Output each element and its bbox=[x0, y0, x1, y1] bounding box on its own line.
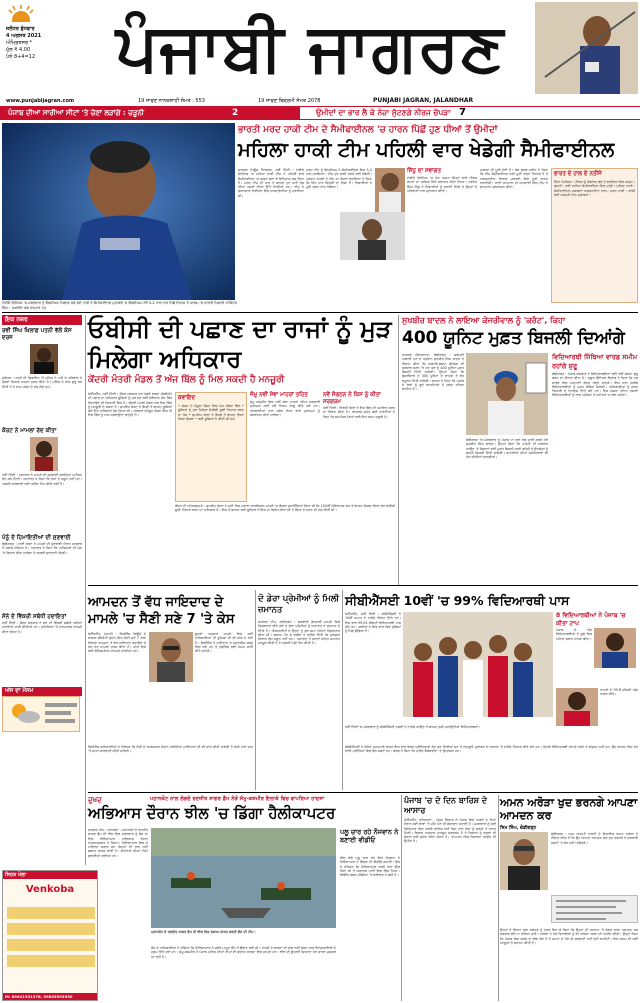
sidebar-item-3[interactable]: ਸੋਨੇ ਦੇ ਵਿੱਕਰੀ ਸਬੰਧੀ ਹਦਾਇਤਾਂ bbox=[2, 614, 67, 620]
weather-widget bbox=[2, 696, 80, 732]
sukhbir-photo bbox=[466, 353, 548, 435]
accident-caption bbox=[151, 930, 336, 944]
aman-headline: ਅਮਨ ਅਰੋੜਾ ਖੁਦ ਭਰਨਗੇ ਆਪਣਾ ਆਮਦਨ ਕਰ bbox=[500, 796, 638, 822]
accident-headline: ਅਭਿਆਸ ਦੌਰਾਨ ਝੀਲ 'ਚ ਡਿੱਗਾ ਹੈਲੀਕਾਪਟਰ bbox=[88, 804, 336, 822]
lead-hockey-photo bbox=[2, 123, 235, 300]
accident-body-col2 bbox=[151, 946, 336, 1001]
aman-byline: ਸਿਮ ਸਿੰਘ, ਚੰਡੀਗੜ੍ਹ bbox=[500, 826, 537, 831]
teaser-right-page: 7 bbox=[458, 107, 466, 118]
power-body-col2 bbox=[466, 438, 548, 583]
lead-photo-caption: ਟੋਕੀਓ ਓਲੰਪਿਕ 'ਚ ਮੰਗਲਵਾਰ ਨੂੰ ਬੈਲਜੀਅਮ ਖ਼ਿਲਾਫ਼ ਖੇਡੇ ਗਏ ਹਾਕੀ ਦੇ ਸੈਮੀਫਾਈਨਲ ਮੁਕਾਬਲੇ 'ਚ ਬੈਲਜੀਅਮ ਹੱਥੋਂ 5-2 ਨਾਲ ਹਾਰ ਪਿੱਛੋਂ ਨਿਰਾਸ਼ ਦੇ ਆਲਮ 'ਚ ਭਾਰਤੀ ਖਿਡਾਰੀ ਰਾਜਿੰਦਰ ਸਿੰਘ। (ਅਲੀਨਾ ਬਡ ਰਾਸ਼ਟਰ 'ਚ) bbox=[2, 301, 237, 310]
bikrami-date: 19 ਸਾਵਣ ਬਿਕ੍ਰਮੀ ਸੰਮਤ 2078 bbox=[258, 98, 321, 104]
lead-body-col1 bbox=[238, 168, 304, 303]
sidebar-item-1[interactable]: ਕੋਰਟ ਨੇ ਮਾਮਲਾ ਰੱਦ ਕੀਤਾ bbox=[2, 428, 57, 434]
dera-headline: ਦੋ ਡੇਰਾ ਪ੍ਰੇਮੀਆਂ ਨੂੰ ਮਿਲੀ ਜ਼ਮਾਨਤ bbox=[258, 594, 340, 615]
teaser-right[interactable] bbox=[310, 107, 640, 119]
lake-rescue-photo bbox=[151, 828, 336, 928]
assets-body-col2 bbox=[195, 632, 253, 742]
obc-body-col3 bbox=[250, 400, 320, 500]
sidhu-subhead: ਸਿੱਧੂ ਦਾ ਸਵਾਗਤ bbox=[407, 168, 441, 174]
cbse-body-col1 bbox=[345, 612, 401, 722]
masthead bbox=[0, 0, 640, 110]
power-headline: 400 ਯੂਨਿਟ ਮੁਫ਼ਤ ਬਿਜਲੀ ਦਿਆਂਗੇ bbox=[402, 328, 625, 348]
divider-lower bbox=[88, 792, 638, 793]
lead-kicker: ਭਾਰਤੀ ਮਰਦ ਹਾਕੀ ਟੀਮ ਦੇ ਸੈਮੀਫਾਈਨਲ 'ਚ ਹਾਰਨ ਪਿੱਛੋਂ ਹੁਣ ਧੀਆਂ ਤੋਂ ਉਮੀਦਾਂ bbox=[238, 125, 498, 135]
sun-logo-icon bbox=[6, 4, 36, 22]
divider-lead bbox=[2, 312, 638, 313]
obc-body-col4 bbox=[323, 406, 395, 502]
accident-tag: ਦੁਖਦ bbox=[88, 796, 102, 804]
advert-venkoba[interactable] bbox=[2, 870, 98, 1001]
aman-body-col1 bbox=[551, 832, 638, 892]
assets-body-col1 bbox=[88, 632, 146, 742]
sidebar-header: ਇਕ ਨਜ਼ਰ bbox=[2, 315, 82, 325]
masthead-date: 4 ਅਗਸਤ 2021 bbox=[6, 33, 42, 39]
accident-side-head: ਪਲੂ ਚਾਰ ਰਹੇ ਨੌਜਵਾਨ ਨੇ ਬਣਾਈ ਵੀਡੀਓ bbox=[340, 828, 399, 844]
aman-body-col2 bbox=[500, 928, 638, 1001]
lead-body-col3 bbox=[480, 168, 548, 288]
obc-body-col1 bbox=[88, 392, 172, 540]
website[interactable]: www.punjabijagran.com bbox=[6, 98, 75, 104]
topper-photo-2 bbox=[556, 688, 598, 726]
col-sep-1 bbox=[85, 315, 86, 865]
obc-box3-title: ਨਵੇਂ ਸੰਗਠਨ ਨੇ ਕਿਸ ਨੂੰ ਕੀਤਾ ਸਰਗਰਮ bbox=[323, 392, 381, 405]
sidhu-photo bbox=[375, 168, 405, 212]
col-sep-5 bbox=[401, 795, 402, 1001]
col-sep-3 bbox=[342, 590, 343, 790]
obc-body-lower bbox=[175, 504, 395, 552]
ad-brand: Venkoba bbox=[25, 884, 75, 895]
teaser-band bbox=[0, 106, 640, 120]
assets-headline: ਆਮਦਨ ਤੋਂ ਵੱਧ ਜਾਇਦਾਦ ਦੇ ਮਾਮਲੇ 'ਚ ਸੈਣੀ ਸਣੇ 7 'ਤੇ ਕੇਸ bbox=[88, 595, 235, 627]
cbse-side-head: 8 ਵਿਦਿਆਰਥੀਆਂ ਨੇ ਪੰਜਾਬ 'ਚ ਕੀਤਾ ਟਾਪ bbox=[556, 612, 626, 627]
masthead-price: ਮੁੱਲ ₹ 4.00 bbox=[6, 47, 31, 53]
sidebar-item-0[interactable]: ਰਵੀ ਸਿੰਘ ਖ਼ਿਲਾਫ਼ ਪਤਨੀ ਵੱਲੋਂ ਕੇਸ ਦਰਜ bbox=[2, 328, 72, 341]
rain-headline: ਪੰਜਾਬ 'ਚ ਦੋ ਦਿਨ ਬਾਰਿਸ਼ ਦੇ ਆਸਾਰ bbox=[404, 796, 488, 815]
teaser-left-page: 2 bbox=[232, 108, 239, 118]
dera-body bbox=[258, 620, 340, 790]
divider-mid bbox=[88, 585, 638, 586]
col-sep-6 bbox=[498, 795, 499, 1001]
ad-phone[interactable]: M: 09041931376, 09855595950 bbox=[3, 993, 97, 1000]
teaser-right-text: ਉਮੀਦਾਂ ਦਾ ਭਾਰ ਲੈ ਕੇ ਨੇਜ਼ਾ ਸੁੱਟਣਗੇ ਨੀਰਜ ਚੋਪੜਾ bbox=[316, 108, 451, 117]
power-body-col3 bbox=[552, 372, 638, 582]
ad-header: ਸਿਹਤ ਮੇਲਾ bbox=[3, 871, 97, 879]
player-photo bbox=[340, 212, 405, 260]
document-photo bbox=[551, 895, 638, 923]
masthead-pages: ਪੰਨੇ 8+4=12 bbox=[6, 54, 36, 60]
aman-photo bbox=[500, 832, 548, 890]
sun-cloud-icon bbox=[3, 697, 81, 733]
actress-photo bbox=[30, 437, 58, 471]
power-side-head: ਵਿਦਿਆਰਥੀ ਜਿੱਥਿਆ ਵਾਰਡ ਸਮੀਮ ਰਹਾਂਗੇ ਸ਼ੁਰੂ bbox=[552, 353, 638, 370]
obc-subhead: ਕੇਂਦਰੀ ਮੰਤਰੀ ਮੰਡਲ ਤੋਂ ਅੱਜ ਬਿੱਲ ਨੂੰ ਮਿਲ ਸਕਦੀ ਹੈ ਮਨਜ਼ੂਰੀ bbox=[88, 375, 285, 385]
assets-body-col3 bbox=[88, 745, 253, 790]
topper-photo-1 bbox=[594, 628, 636, 668]
lead-headline: ਮਹਿਲਾ ਹਾਕੀ ਟੀਮ ਪਹਿਲੀ ਵਾਰ ਖੇਡੇਗੀ ਸੈਮੀਫਾਈਨਲ bbox=[238, 138, 615, 161]
teaser-left[interactable] bbox=[0, 107, 300, 119]
nanakshahi-date: 19 ਸਾਵਣ ਨਾਨਕਸ਼ਾਹੀ ਸੰਮਤ : 553 bbox=[138, 98, 205, 104]
obc-headline: ਓਬੀਸੀ ਦੀ ਪਛਾਣ ਦਾ ਰਾਜਾਂ ਨੂੰ ਮੁੜ ਮਿਲੇਗਾ ਅਧਿਕਾਰ bbox=[88, 315, 392, 373]
cbse-side-body2 bbox=[600, 688, 638, 726]
accident-body-col1 bbox=[88, 828, 148, 1000]
ravi-photo bbox=[30, 344, 58, 374]
cbse-body-col3 bbox=[345, 745, 638, 787]
results-box-title: ਭਾਰਤ ਦੇ ਹਾਲ ਦੇ ਨਤੀਜੇ bbox=[554, 171, 602, 177]
students-photo bbox=[403, 612, 553, 717]
results-box bbox=[551, 168, 638, 303]
power-body-col1 bbox=[402, 353, 464, 583]
accident-side-body bbox=[340, 856, 400, 1001]
obc-factbox-title: ਕਵਾਇਦ bbox=[178, 395, 196, 401]
saini-photo bbox=[149, 632, 193, 682]
col-sep-2 bbox=[398, 315, 399, 585]
masthead-place: PUNJABI JAGRAN, JALANDHAR bbox=[373, 97, 474, 104]
sidhu-body bbox=[407, 176, 477, 266]
masthead-title: ਪੰਜਾਬੀ ਜਾਗਰਣ bbox=[115, 9, 505, 86]
col-sep-4 bbox=[255, 590, 256, 790]
cbse-side-body bbox=[556, 628, 592, 688]
masthead-edition: ਅੰਮ੍ਰਿਤਸਰ * bbox=[6, 40, 33, 46]
obc-box2-title: ਜੰਮੂ ਨਵੀਂ ਸੇਵਾ ਮਾਹਰਾਂ ਤਹਿਤ bbox=[250, 392, 308, 398]
cbse-headline: ਸੀਬੀਐੱਸਈ 10ਵੀਂ 'ਚ 99% ਵਿਦਿਆਰਥੀ ਪਾਸ bbox=[345, 593, 570, 608]
accident-kicker: ਪਠਾਨਕੋਟ ਨਾਲ ਲੱਗਦੇ ਰਣਜੀਤ ਸਾਗਰ ਡੈਮ ਨੇੜੇ ਜੰਮੂ-ਕਸ਼ਮੀਰ ਇਲਾਕੇ ਵਿਚ ਵਾਪਰਿਆ ਹਾਦਸਾ bbox=[150, 796, 325, 802]
power-kicker: ਸੁਖਬੀਰ ਬਾਦਲ ਨੇ ਲਾਇਆ ਕੇਜਰੀਵਾਲ ਨੂੰ 'ਕਰੰਟ', ਕਿਹਾ bbox=[402, 316, 566, 325]
rain-body bbox=[404, 818, 496, 1001]
masthead-day: ਜਲੰਧਰ ਬੁੱਧਵਾਰ bbox=[6, 26, 35, 32]
masthead-athlete-photo bbox=[535, 2, 638, 94]
obc-factbox bbox=[175, 392, 247, 502]
teaser-left-text: ਪੰਜਾਬ ਦੀਆਂ ਸਾਰੀਆਂ ਸੀਟਾਂ 'ਤੇ ਚੋਣਾਂ ਲੜਾਂਗੇ : ਚੜੂਨੀ bbox=[8, 109, 144, 117]
weather-header: ਅੱਜ ਦਾ ਮੌਸਮ bbox=[2, 687, 82, 696]
sidebar-item-2[interactable]: ਪੰਨੂੰ ਦੇ ਹਿਮਾਇਤੀਆਂ ਦੀ ਸੁਣਵਾਈ bbox=[2, 535, 71, 541]
